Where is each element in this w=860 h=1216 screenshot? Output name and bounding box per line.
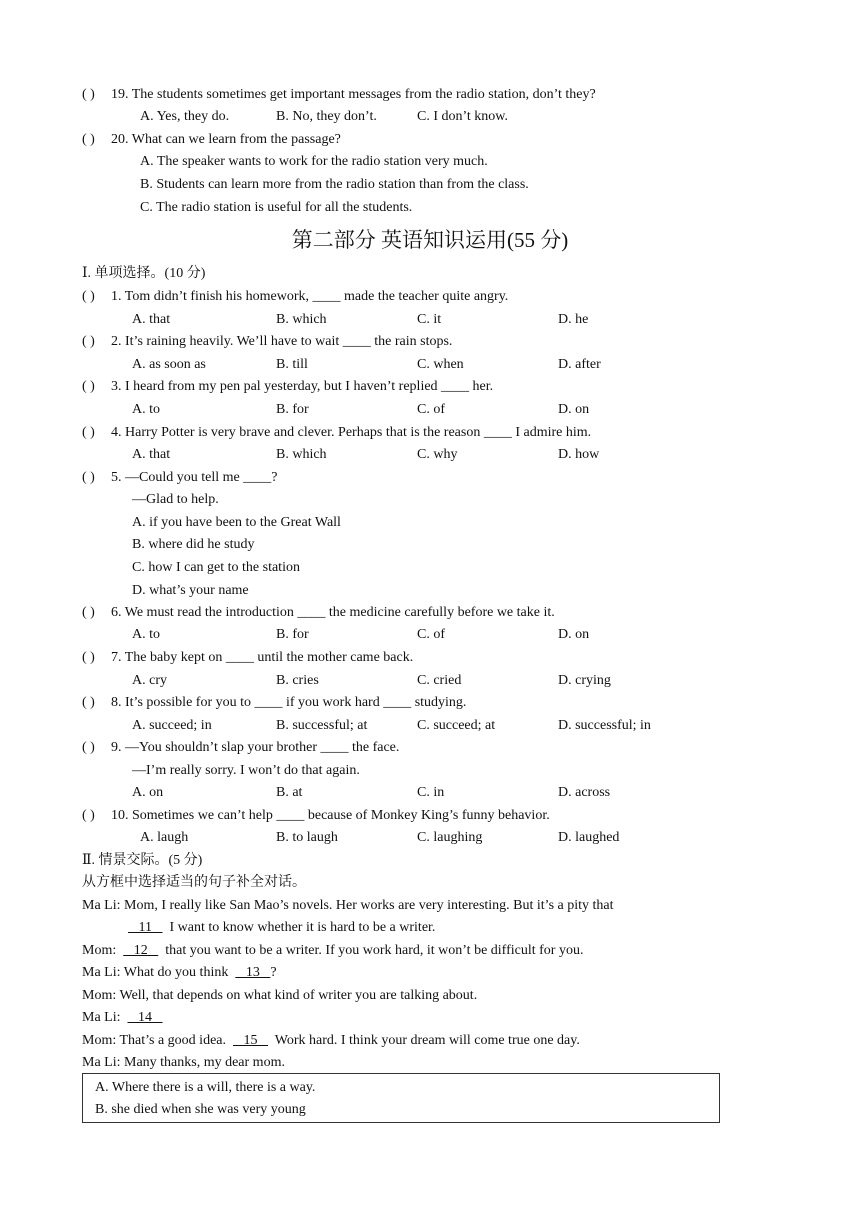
q6-option-b: B. for [276,627,309,642]
section-1-heading: Ⅰ. 单项选择。(10 分) [82,266,206,281]
speaker-mom: Mom: [82,943,124,958]
question-19-text: 19. The students sometimes get important messages from the radio station, don’t they? [111,87,596,102]
q7-option-b: B. cries [276,673,319,688]
answer-paren[interactable]: ( ) [82,808,95,823]
answer-paren[interactable]: ( ) [82,132,95,147]
dialogue-line [82,944,583,958]
question-3-text: 3. I heard from my pen pal yesterday, but I haven’t replied ____ her. [111,379,494,394]
answer-paren[interactable]: ( ) [82,605,95,620]
q2-option-a: A. as soon as [132,357,206,372]
answer-paren[interactable]: ( ) [82,289,95,304]
q4-option-a: A. that [132,447,171,462]
dialogue-line [82,1034,580,1048]
q1-option-b: B. which [276,312,327,327]
dialogue-line [82,966,277,980]
answer-paren[interactable]: ( ) [82,379,95,394]
q2-option-d: D. after [558,357,601,372]
dialogue-text: Ma Li: What do you think [82,965,236,980]
q9-option-b: B. at [276,785,303,800]
dialogue-text: that you want to be a writer. If you work hard, it won’t be difficult for you. [158,943,584,958]
q20-option-c: C. The radio station is useful for all the students. [140,200,413,215]
dialogue-text: Mom: That’s a good idea. [82,1033,233,1048]
q4-option-b: B. which [276,447,327,462]
question-9-reply: —I’m really sorry. I won’t do that again. [132,763,360,778]
dialogue-text: Work hard. I think your dream will come true one day. [268,1033,580,1048]
q8-option-a: A. succeed; in [132,718,212,733]
q10-option-b: B. to laugh [276,830,338,845]
q7-option-a: A. cry [132,673,167,688]
q8-option-b: B. successful; at [276,718,368,733]
answer-paren[interactable]: ( ) [82,334,95,349]
q6-option-a: A. to [132,627,160,642]
q19-option-c: C. I don’t know. [417,109,508,124]
q5-option-b: B. where did he study [132,537,255,552]
q6-option-d: D. on [558,627,590,642]
blank-15[interactable]: 15 [233,1033,268,1048]
answer-paren[interactable]: ( ) [82,695,95,710]
q3-option-d: D. on [558,402,590,417]
box-option-a: A. Where there is a will, there is a way. [95,1080,316,1095]
q20-option-a: A. The speaker wants to work for the radio station very much. [140,154,488,169]
question-6-text: 6. We must read the introduction ____ the medicine carefully before we take it. [111,605,555,620]
q6-option-c: C. of [417,627,445,642]
q3-option-b: B. for [276,402,309,417]
dialogue-text: ? [270,965,277,980]
box-option-b: B. she died when she was very young [95,1102,306,1117]
dialogue-text: I want to know whether it is hard to be a writer. [162,920,436,935]
answer-paren[interactable]: ( ) [82,470,95,485]
q2-option-c: C. when [417,357,464,372]
q20-option-b: B. Students can learn more from the radio station than from the class. [140,177,529,192]
q2-option-b: B. till [276,357,308,372]
q10-option-a: A. laugh [140,830,189,845]
answer-paren[interactable]: ( ) [82,740,95,755]
q5-option-a: A. if you have been to the Great Wall [132,515,341,530]
blank-12[interactable]: 12 [123,943,159,958]
q8-option-d: D. successful; in [558,718,651,733]
question-5-reply: —Glad to help. [132,492,219,507]
question-5-text: 5. —Could you tell me ____? [111,470,278,485]
dialogue-line [82,1011,163,1025]
question-10-text: 10. Sometimes we can’t help ____ because of Monkey King’s funny behavior. [111,808,550,823]
blank-14[interactable]: 14 [127,1010,163,1025]
q8-option-c: C. succeed; at [417,718,496,733]
q4-option-c: C. why [417,447,458,462]
blank-11[interactable]: 11 [128,920,163,935]
q9-option-a: A. on [132,785,164,800]
q10-option-d: D. laughed [558,830,620,845]
question-8-text: 8. It’s possible for you to ____ if you work hard ____ studying. [111,695,467,710]
dialogue-line: Ma Li: Many thanks, my dear mom. [82,1055,285,1070]
q10-option-c: C. laughing [417,830,483,845]
q7-option-c: C. cried [417,673,462,688]
question-2-text: 2. It’s raining heavily. We’ll have to wait ____ the rain stops. [111,334,453,349]
q9-option-c: C. in [417,785,445,800]
q3-option-a: A. to [132,402,160,417]
answer-paren[interactable]: ( ) [82,425,95,440]
dialogue-line: Ma Li: Mom, I really like San Mao’s novels. Her works are very interesting. But it’s a pity that [82,898,614,913]
q4-option-d: D. how [558,447,600,462]
q5-option-c: C. how I can get to the station [132,560,300,575]
blank-13[interactable]: 13 [235,965,271,980]
speaker-ma-li: Ma Li: [82,1010,128,1025]
section-2-heading: Ⅱ. 情景交际。(5 分) [82,853,203,868]
answer-paren[interactable]: ( ) [82,87,95,102]
question-20-text: 20. What can we learn from the passage? [111,132,341,147]
q19-option-b: B. No, they don’t. [276,109,377,124]
question-7-text: 7. The baby kept on ____ until the mother came back. [111,650,414,665]
question-1-text: 1. Tom didn’t finish his homework, ____ made the teacher quite angry. [111,289,509,304]
q19-option-a: A. Yes, they do. [140,109,230,124]
q1-option-d: D. he [558,312,589,327]
dialogue-line: Mom: Well, that depends on what kind of writer you are talking about. [82,988,478,1003]
answer-paren[interactable]: ( ) [82,650,95,665]
question-9-text: 9. —You shouldn’t slap your brother ____ the face. [111,740,400,755]
q1-option-a: A. that [132,312,171,327]
q9-option-d: D. across [558,785,611,800]
section-2-instruction: 从方框中选择适当的句子补全对话。 [82,875,306,890]
q7-option-d: D. crying [558,673,611,688]
question-4-text: 4. Harry Potter is very brave and clever. Perhaps that is the reason ____ I admire him. [111,425,592,440]
q3-option-c: C. of [417,402,445,417]
q5-option-d: D. what’s your name [132,583,249,598]
q1-option-c: C. it [417,312,442,327]
part-2-title: 第二部分 英语知识运用(55 分) [291,228,569,252]
dialogue-line [128,921,435,935]
